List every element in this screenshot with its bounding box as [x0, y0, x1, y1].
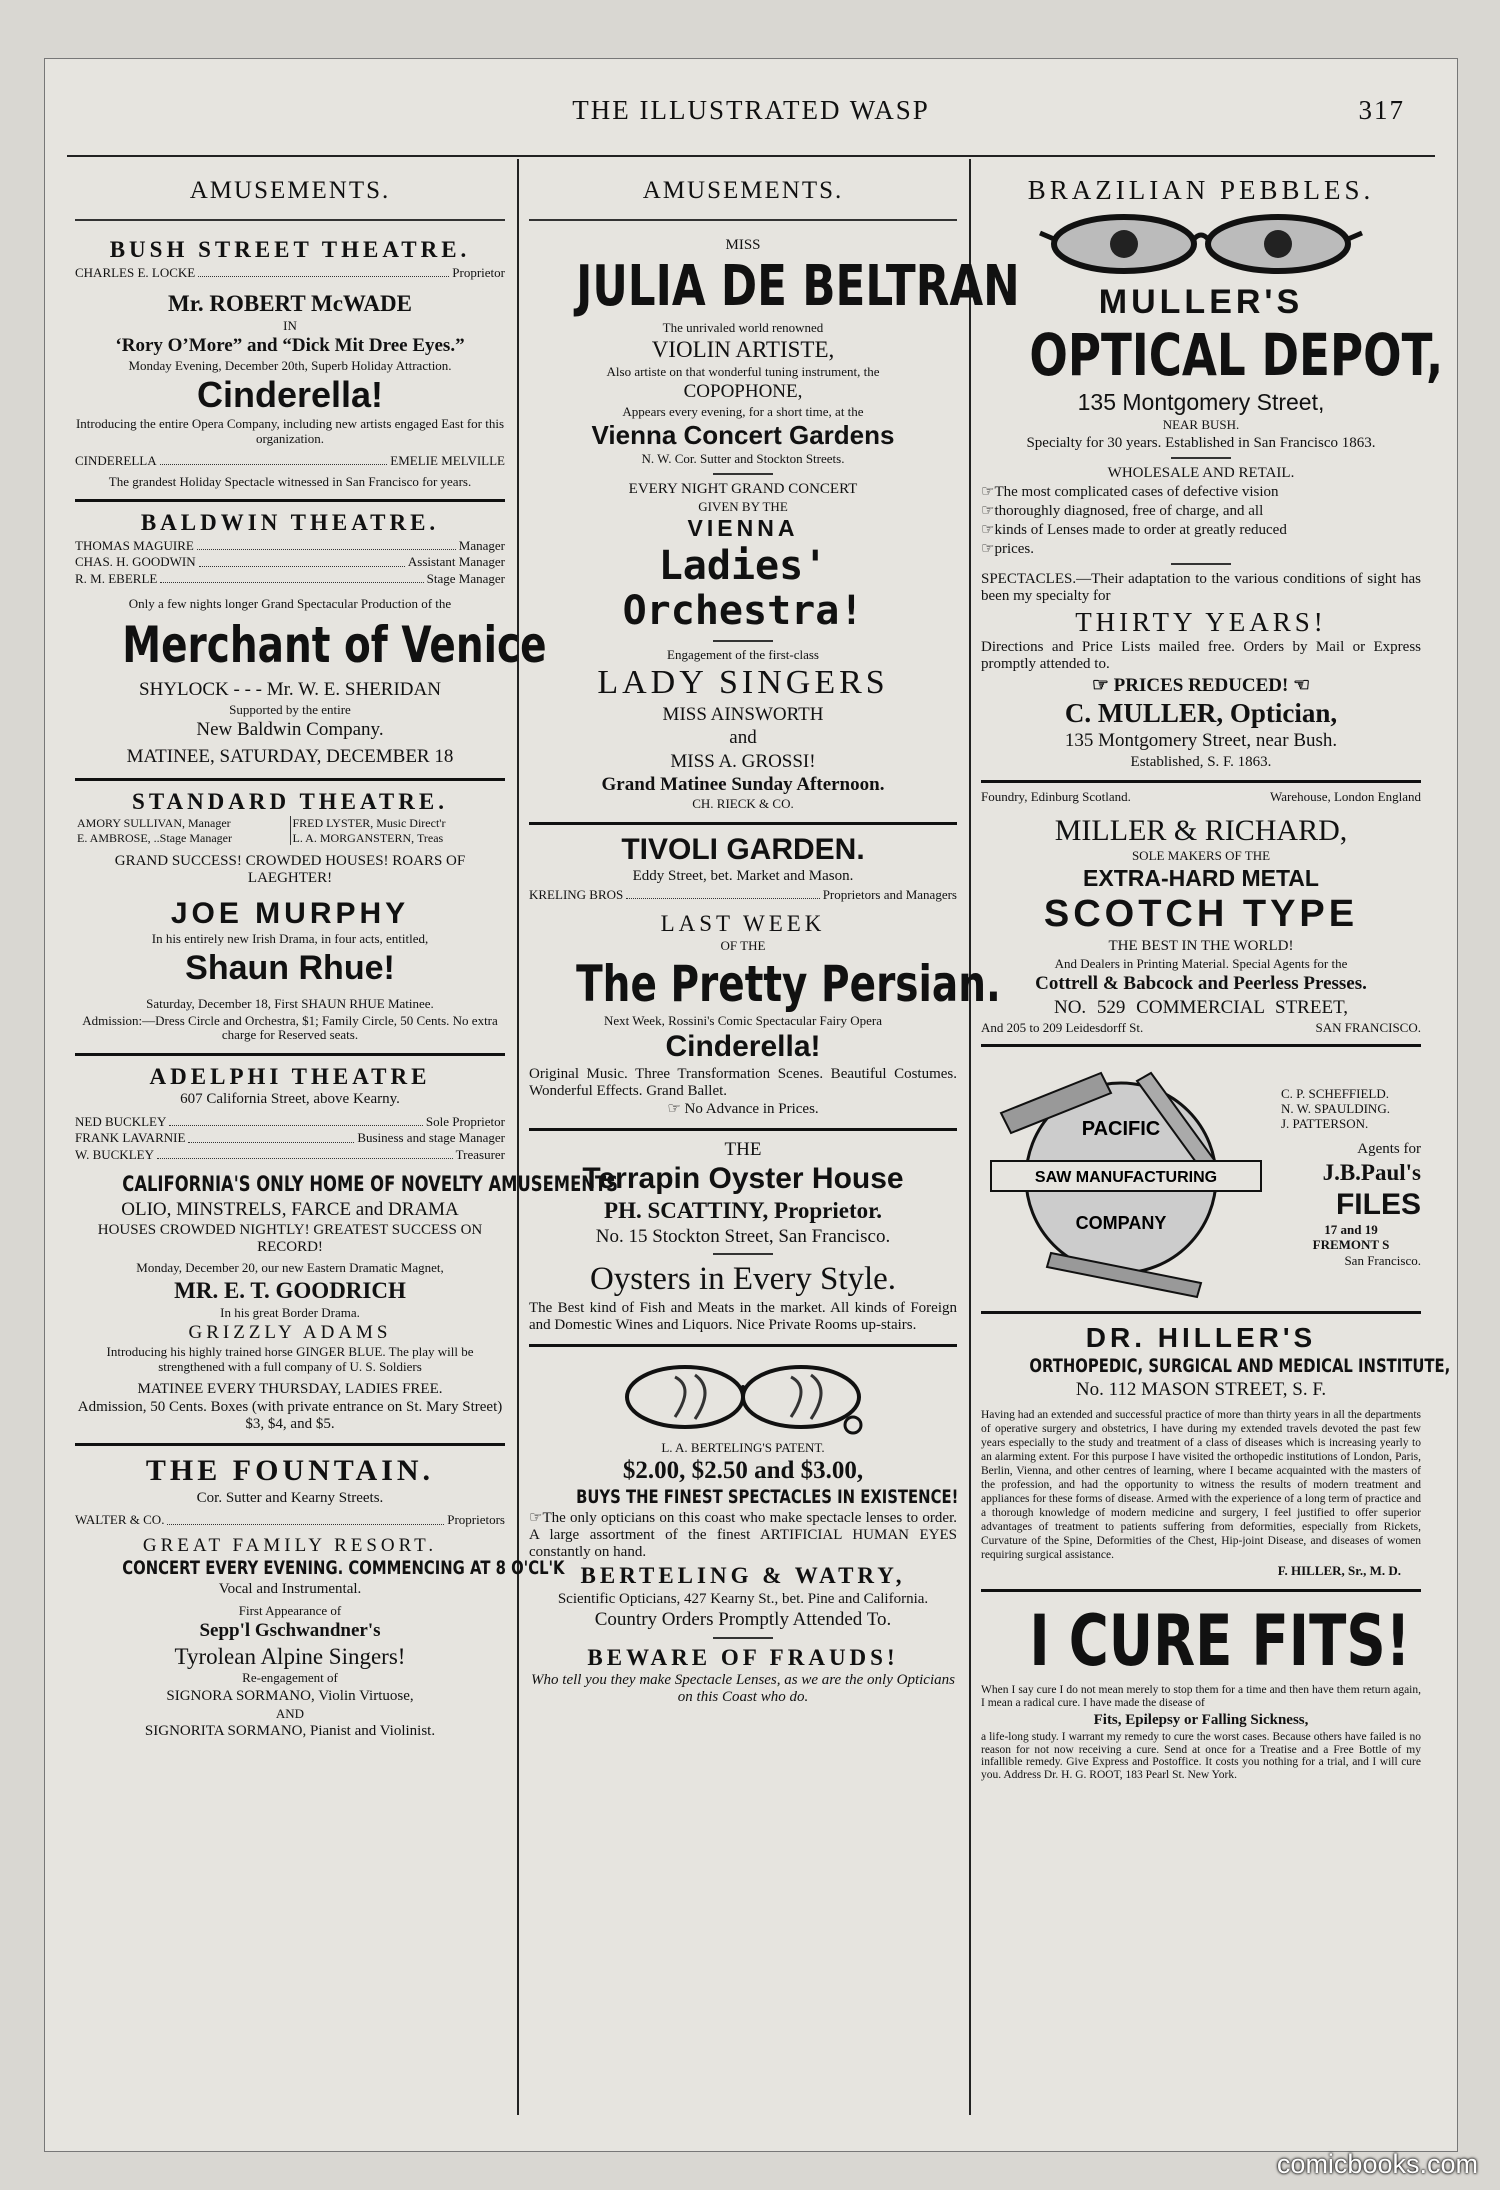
- text: Fits, Epilepsy or Falling Sickness,: [1093, 1711, 1309, 1728]
- list-item: ☞prices.: [981, 540, 1035, 557]
- dr-hiller-ad: [981, 1314, 1451, 1592]
- admission-text: Admission, 50 Cents. Boxes (with private entrance on St. Mary Street) $3, $4, and $5.: [77, 1399, 503, 1433]
- address: N. W. Cor. Sutter and Stockton Streets.: [641, 451, 845, 467]
- text: Original Music. Three Transformation Scenes. Beautiful Costumes. Wonderful Effects. Grand Ballet.: [529, 1065, 957, 1099]
- staff-line: W. BUCKLEY Treasurer: [75, 1146, 505, 1162]
- text: J.B.Paul's: [1322, 1159, 1421, 1185]
- text: EVERY NIGHT GRAND CONCERT: [628, 480, 858, 497]
- venue-name: Vienna Concert Gardens: [591, 420, 895, 451]
- body-text: Having had an extended and successful practice of more than thirty years in all the departments of operative surgery and obstetrics, I have during my extended travels devoted the past few years especially to the study and treatment of a class of diseases which is increasing yearly to an alarming extent. For this purpose I have visited the orthopedic institutions of London, Paris, Berlin, Vienna, and other centres of learning, where I became acquainted with the masters of the profession, and had the opportunity to witness the results of modern treatment and appliances for these forms of disease. Armed with the experience of a long term of practice and a thorough knowledge of modern medicine and surgery, I feel justified to offer superior advantages of treatment to patients suffering from deformities, especially from Rickets, Curvature of the Spine, Deformities of the Chest, Hip-joint Disease, and diseases of women requiring surgical assistance.: [981, 1409, 1421, 1562]
- text: Specialty for 30 years. Established in San Francisco 1863.: [1026, 434, 1376, 451]
- address: NO. 529 COMMERCIAL STREET,: [1053, 996, 1349, 1018]
- text: Next Week, Rossini's Comic Spectacular Fairy Opera: [604, 1012, 882, 1028]
- text: BEWARE OF FRAUDS!: [587, 1644, 899, 1670]
- list-item: ☞thoroughly diagnosed, free of charge, and all: [981, 502, 1264, 519]
- text: CH. RIECK & CO.: [692, 796, 794, 812]
- text: Sepp'l Gschwandner's: [199, 1620, 381, 1642]
- fits-cure-ad: [981, 1592, 1421, 1792]
- pointing-hand-icon: ☞: [667, 1101, 681, 1118]
- cast-line: CINDERELLA EMELIE MELVILLE: [75, 452, 505, 468]
- text: Cinderella!: [665, 1030, 821, 1064]
- company-name: New Baldwin Company.: [196, 719, 384, 741]
- staff-line: CHAS. H. GOODWIN Assistant Manager: [75, 554, 505, 570]
- pointing-hand-icon: ☜: [1293, 674, 1311, 696]
- logo-row: [981, 1053, 1421, 1303]
- text: Country Orders Promptly Attended To.: [594, 1609, 892, 1631]
- column-3: [973, 159, 1451, 2115]
- bush-street-theatre-ad: [75, 229, 505, 502]
- text: and: [729, 727, 757, 749]
- column-1: [67, 159, 618, 2115]
- text: OF THE: [720, 938, 766, 954]
- text: Re-engagement of: [242, 1670, 338, 1686]
- list-item: ☞kinds of Lenses made to order at greatly reduced: [981, 521, 1287, 538]
- text: C. MULLER, Optician,: [1064, 698, 1338, 729]
- date-line: Monday Evening, December 20th, Superb Holiday Attraction.: [128, 357, 452, 373]
- locations-line: Foundry, Edinburg Scotland. Warehouse, London England: [981, 789, 1421, 805]
- section-heading: AMUSEMENTS.: [529, 159, 957, 221]
- pointing-hand-icon: ☞: [981, 502, 995, 519]
- star-name: JOE MURPHY: [170, 896, 410, 930]
- miller-richard-ad: [981, 783, 1421, 1047]
- text: VIENNA: [687, 515, 799, 542]
- address: 17 and 19 FREMONT S: [1312, 1222, 1390, 1252]
- address: Eddy Street, bet. Market and Mason.: [632, 868, 854, 885]
- column-2: [521, 159, 1020, 2115]
- staff-line: KRELING BROS Proprietors and Managers: [529, 887, 957, 903]
- text: ORTHOPEDIC, SURGICAL AND MEDICAL INSTITUTE,: [1029, 1354, 1451, 1377]
- text: SIGNORA SORMANO, Violin Virtuose,: [166, 1688, 414, 1705]
- text: Appears every evening, for a short time, at the: [622, 403, 864, 419]
- text: The Best kind of Fish and Meats in the market. All kinds of Foreign and Domestic Wines and Liquors. Nice Private Rooms up-stairs.: [529, 1300, 957, 1333]
- text: L. A. BERTELING'S PATENT.: [661, 1439, 825, 1455]
- fountain-ad: [75, 1446, 565, 1750]
- staff-line: NED BUCKLEY Sole Proprietor: [75, 1114, 505, 1130]
- pointing-hand-icon: ☞: [981, 540, 995, 557]
- ad-title: MILLER & RICHARD,: [1054, 813, 1348, 847]
- text: SOLE MAKERS OF THE: [1131, 848, 1271, 864]
- text: PRICES REDUCED!: [1113, 674, 1289, 696]
- star-name: Mr. ROBERT McWADE: [168, 291, 412, 316]
- text: In his entirely new Irish Drama, in four acts, entitled,: [151, 931, 429, 947]
- text: San Francisco.: [1344, 1253, 1421, 1269]
- matinee-line: MATINEE, SATURDAY, DECEMBER 18: [126, 746, 454, 768]
- staff-line: WALTER & CO. Proprietors: [75, 1512, 505, 1528]
- text: HOUSES CROWDED NIGHTLY! GREATEST SUCCESS ON RECORD!: [97, 1221, 483, 1255]
- text: THIRTY YEARS!: [1075, 606, 1327, 637]
- text: The only opticians on this coast who make spectacle lenses to order. A large assortment of the finest ARTIFICIAL HUMAN EYES constantly on hand.: [529, 1510, 957, 1561]
- header-rule: [67, 155, 1435, 157]
- matinee-line: MATINEE EVERY THURSDAY, LADIES FREE.: [137, 1380, 443, 1397]
- logo-mid-text: SAW MANUFACTURING: [1034, 1169, 1218, 1187]
- text: BUYS THE FINEST SPECTACLES IN EXISTENCE!: [576, 1486, 959, 1509]
- ad-title: MULLER'S: [1098, 283, 1304, 322]
- staff-columns: [75, 816, 505, 845]
- eyeglasses-icon: [1036, 209, 1366, 279]
- text: Also artiste on that wonderful tuning instrument, the: [606, 363, 880, 379]
- spectacles-icon: [613, 1357, 873, 1437]
- address: No. 112 MASON STREET, S. F.: [1075, 1378, 1327, 1400]
- note-text: The grandest Holiday Spectacle witnessed in San Francisco for years.: [108, 473, 472, 489]
- body-text: a life-long study. I warrant my remedy to cure the worst cases. Because others have failed is no reason for not now receiving a cure. Send at once for a Treatise and a Free Bottle of my infallible remedy. Give Express and Postoffice. It costs you nothing for a trial, and I will cure you. Address Dr. H. G. ROOT, 183 Pearl St. New York.: [981, 1730, 1421, 1782]
- orchestra-title: Ladies' Orchestra!: [622, 542, 864, 634]
- text: LADY SINGERS: [597, 664, 889, 702]
- text: MISS A. GROSSI!: [670, 750, 816, 772]
- staff-line: THOMAS MAGUIRE Manager: [75, 538, 505, 554]
- watermark: comicbooks.com: [1276, 2149, 1478, 2179]
- intro-text: Only a few nights longer Grand Spectacular Production of the: [128, 595, 452, 611]
- text: IN: [283, 317, 297, 333]
- text: No Advance in Prices.: [684, 1101, 819, 1118]
- text: Tyrolean Alpine Singers!: [174, 1643, 406, 1669]
- staff-right: FRED LYSTER, Music Direct'r L. A. MORGANSTERN, Treas: [290, 816, 506, 845]
- text: THE: [724, 1139, 762, 1161]
- page-number: 317: [1358, 95, 1405, 125]
- ad-title: Terrapin Oyster House: [582, 1162, 904, 1196]
- only-opticians-text: [529, 1510, 957, 1560]
- text: LAST WEEK: [660, 911, 826, 937]
- text: Agents for: [1357, 1141, 1421, 1158]
- address: 135 Montgomery Street, near Bush.: [1064, 730, 1338, 752]
- muller-optical-ad: [981, 159, 1444, 783]
- text: The unrivaled world renowned: [662, 319, 824, 335]
- text: GREAT FAMILY RESORT.: [142, 1534, 438, 1556]
- show-title: GRIZZLY ADAMS: [188, 1322, 392, 1344]
- ad-title: ADELPHI THEATRE: [149, 1063, 431, 1089]
- newspaper-page: [44, 58, 1458, 2152]
- standard-theatre-ad: [75, 781, 505, 1056]
- show-title: Merchant of Venice: [122, 616, 547, 675]
- text: VIOLIN ARTISTE,: [651, 337, 835, 363]
- section-heading: AMUSEMENTS.: [75, 159, 505, 221]
- text: And Dealers in Printing Material. Special Agents for the: [1054, 955, 1348, 971]
- divider: [713, 1253, 773, 1255]
- show-title: Shaun Rhue!: [185, 948, 395, 987]
- publication-title: THE ILLUSTRATED WASP: [572, 95, 930, 125]
- text: BERTELING & WATRY,: [580, 1562, 906, 1588]
- depot-title: OPTICAL DEPOT,: [1029, 321, 1444, 390]
- text: Saturday, December 18, First SHAUN RHUE Matinee.: [146, 996, 434, 1012]
- divider: [1171, 457, 1231, 459]
- text: BRAZILIAN PEBBLES.: [1027, 175, 1375, 205]
- body-text: When I say cure I do not mean merely to stop them for a time and then have them return again, I mean a radical cure. I have made the disease of: [981, 1684, 1421, 1710]
- staff-left: AMORY SULLIVAN, Manager E. AMBROSE, ..Stage Manager: [77, 816, 232, 845]
- staff-line: CHARLES E. LOCKE Proprietor: [75, 264, 505, 280]
- star-name: MR. E. T. GOODRICH: [174, 1277, 406, 1303]
- list-item: ☞The most complicated cases of defective vision: [981, 484, 1279, 501]
- text: SPECTACLES.—Their adaptation to the various conditions of sight has been my specialty for: [981, 571, 1421, 605]
- staff-line: FRANK LAVARNIE Business and stage Manager: [75, 1130, 505, 1146]
- address: Scientific Opticians, 427 Kearny St., bet. Pine and California.: [557, 1590, 929, 1607]
- slogan: CALIFORNIA'S ONLY HOME OF NOVELTY AMUSEMENTS: [122, 1171, 618, 1196]
- ad-title: BALDWIN THEATRE.: [140, 510, 440, 536]
- address: Cor. Sutter and Kearny Streets.: [196, 1489, 384, 1506]
- text: CONCERT EVERY EVENING. COMMENCING AT 8 O'CL'K: [122, 1556, 565, 1579]
- divider: [713, 1637, 773, 1639]
- text: SIGNORITA SORMANO, Pianist and Violinist.: [144, 1723, 436, 1740]
- text: GIVEN BY THE: [698, 498, 788, 514]
- pointing-hand-icon: ☞: [981, 484, 995, 501]
- logo-bottom-text: COMPANY: [1075, 1213, 1167, 1234]
- ad-title: BUSH STREET THEATRE.: [109, 237, 471, 262]
- show-title: The Pretty Persian.: [576, 954, 1001, 1013]
- signature: F. HILLER, Sr., M. D.: [1277, 1563, 1401, 1579]
- ad-title: DR. HILLER'S: [1085, 1322, 1317, 1354]
- text: AND: [275, 1705, 305, 1721]
- saw-agents: [1281, 1085, 1421, 1270]
- text: First Appearance of: [238, 1602, 342, 1618]
- pointing-hand-icon: ☞: [1091, 674, 1109, 696]
- bullet-list: [981, 484, 1421, 557]
- text: COPOPHONE,: [683, 381, 803, 403]
- lead-actor: SHYLOCK - - - Mr. W. E. SHERIDAN: [139, 679, 441, 701]
- text: EXTRA-HARD METAL: [1083, 864, 1319, 891]
- address-line: And 205 to 209 Leidesdorff St. SAN FRANCISCO.: [981, 1019, 1421, 1035]
- divider: [1171, 563, 1231, 565]
- text: Oysters in Every Style.: [589, 1261, 897, 1298]
- terrapin-oyster-house-ad: [529, 1131, 957, 1346]
- text: Supported by the entire: [229, 701, 351, 717]
- column-divider: [969, 159, 971, 2115]
- text: Introducing his highly trained horse GINGER BLUE. The play will be strengthened with a full company of U. S. Soldiers: [106, 1344, 474, 1375]
- performer-name: JULIA DE BELTRAN: [576, 253, 1020, 319]
- no-advance-line: [529, 1101, 957, 1118]
- text: Engagement of the first-class: [667, 646, 819, 662]
- text: OLIO, MINSTRELS, FARCE and DRAMA: [121, 1198, 459, 1220]
- text: In his great Border Drama.: [220, 1304, 360, 1320]
- text: $2.00, $2.50 and $3.00,: [622, 1457, 864, 1485]
- text: WHOLESALE AND RETAIL.: [1107, 465, 1295, 482]
- saw-company-logo: [981, 1053, 1271, 1303]
- address: 607 California Street, above Kearny.: [180, 1091, 400, 1108]
- address: No. 15 Stockton Street, San Francisco.: [595, 1225, 891, 1247]
- divider: [713, 640, 773, 642]
- show-title: Cinderella!: [196, 374, 384, 416]
- text: PH. SCATTINY, Proprietor.: [604, 1198, 882, 1224]
- text: Established, S. F. 1863.: [1130, 753, 1272, 770]
- logo-top-text: PACIFIC: [1081, 1118, 1161, 1141]
- baldwin-theatre-ad: [75, 502, 547, 780]
- running-head: [45, 95, 1457, 139]
- text: MISS: [725, 237, 761, 253]
- tivoli-garden-ad: [529, 825, 1001, 1131]
- text: THE BEST IN THE WORLD!: [1108, 938, 1294, 955]
- intro-text: Introducing the entire Opera Company, including new artists engaged East for this organization.: [75, 416, 505, 446]
- text: Directions and Price Lists mailed free. Orders by Mail or Express promptly attended to.: [981, 639, 1421, 672]
- ad-title: TIVOLI GARDEN.: [621, 832, 865, 866]
- staff-line: R. M. EBERLE Stage Manager: [75, 570, 505, 586]
- text: Grand Matinee Sunday Afternoon.: [601, 773, 885, 795]
- text: FILES: [1335, 1187, 1421, 1221]
- column-divider: [517, 159, 519, 2115]
- ad-title: STANDARD THEATRE.: [132, 788, 448, 814]
- pacific-saw-ad: [981, 1047, 1421, 1314]
- text: Who tell you they make Spectacle Lenses, as we are the only Opticians on this Coast who do.: [531, 1672, 955, 1706]
- divider: [713, 473, 773, 475]
- ad-title: I CURE FITS!: [1029, 1599, 1411, 1682]
- admission-text: Admission:—Dress Circle and Orchestra, $1; Family Circle, 50 Cents. No extra charge for Reserved seats.: [82, 1012, 498, 1043]
- adelphi-theatre-ad: [75, 1056, 618, 1446]
- ad-title: THE FOUNTAIN.: [145, 1453, 435, 1487]
- pointing-hand-icon: ☞: [981, 521, 995, 538]
- text: MISS AINSWORTH: [662, 704, 824, 726]
- success-line: GRAND SUCCESS! CROWDED HOUSES! ROARS OF LAEGHTER!: [114, 853, 466, 887]
- prices-reduced-line: [981, 675, 1421, 696]
- text: C. P. SCHEFFIELD. N. W. SPAULDING. J. PATTERSON.: [1281, 1086, 1390, 1131]
- play-titles: ‘Rory O’More” and “Dick Mit Dree Eyes.”: [115, 335, 465, 357]
- text: SCOTCH TYPE: [1043, 893, 1359, 936]
- text: Vocal and Instrumental.: [218, 1581, 362, 1598]
- pointing-hand-icon: ☞: [529, 1510, 543, 1527]
- text: Monday, December 20, our new Eastern Dramatic Magnet,: [136, 1260, 444, 1276]
- address: 135 Montgomery Street,: [1077, 389, 1325, 416]
- berteling-watry-ad: [529, 1347, 957, 1716]
- text: Cottrell & Babcock and Peerless Presses.: [1035, 973, 1367, 995]
- text: NEAR BUSH.: [1162, 417, 1240, 433]
